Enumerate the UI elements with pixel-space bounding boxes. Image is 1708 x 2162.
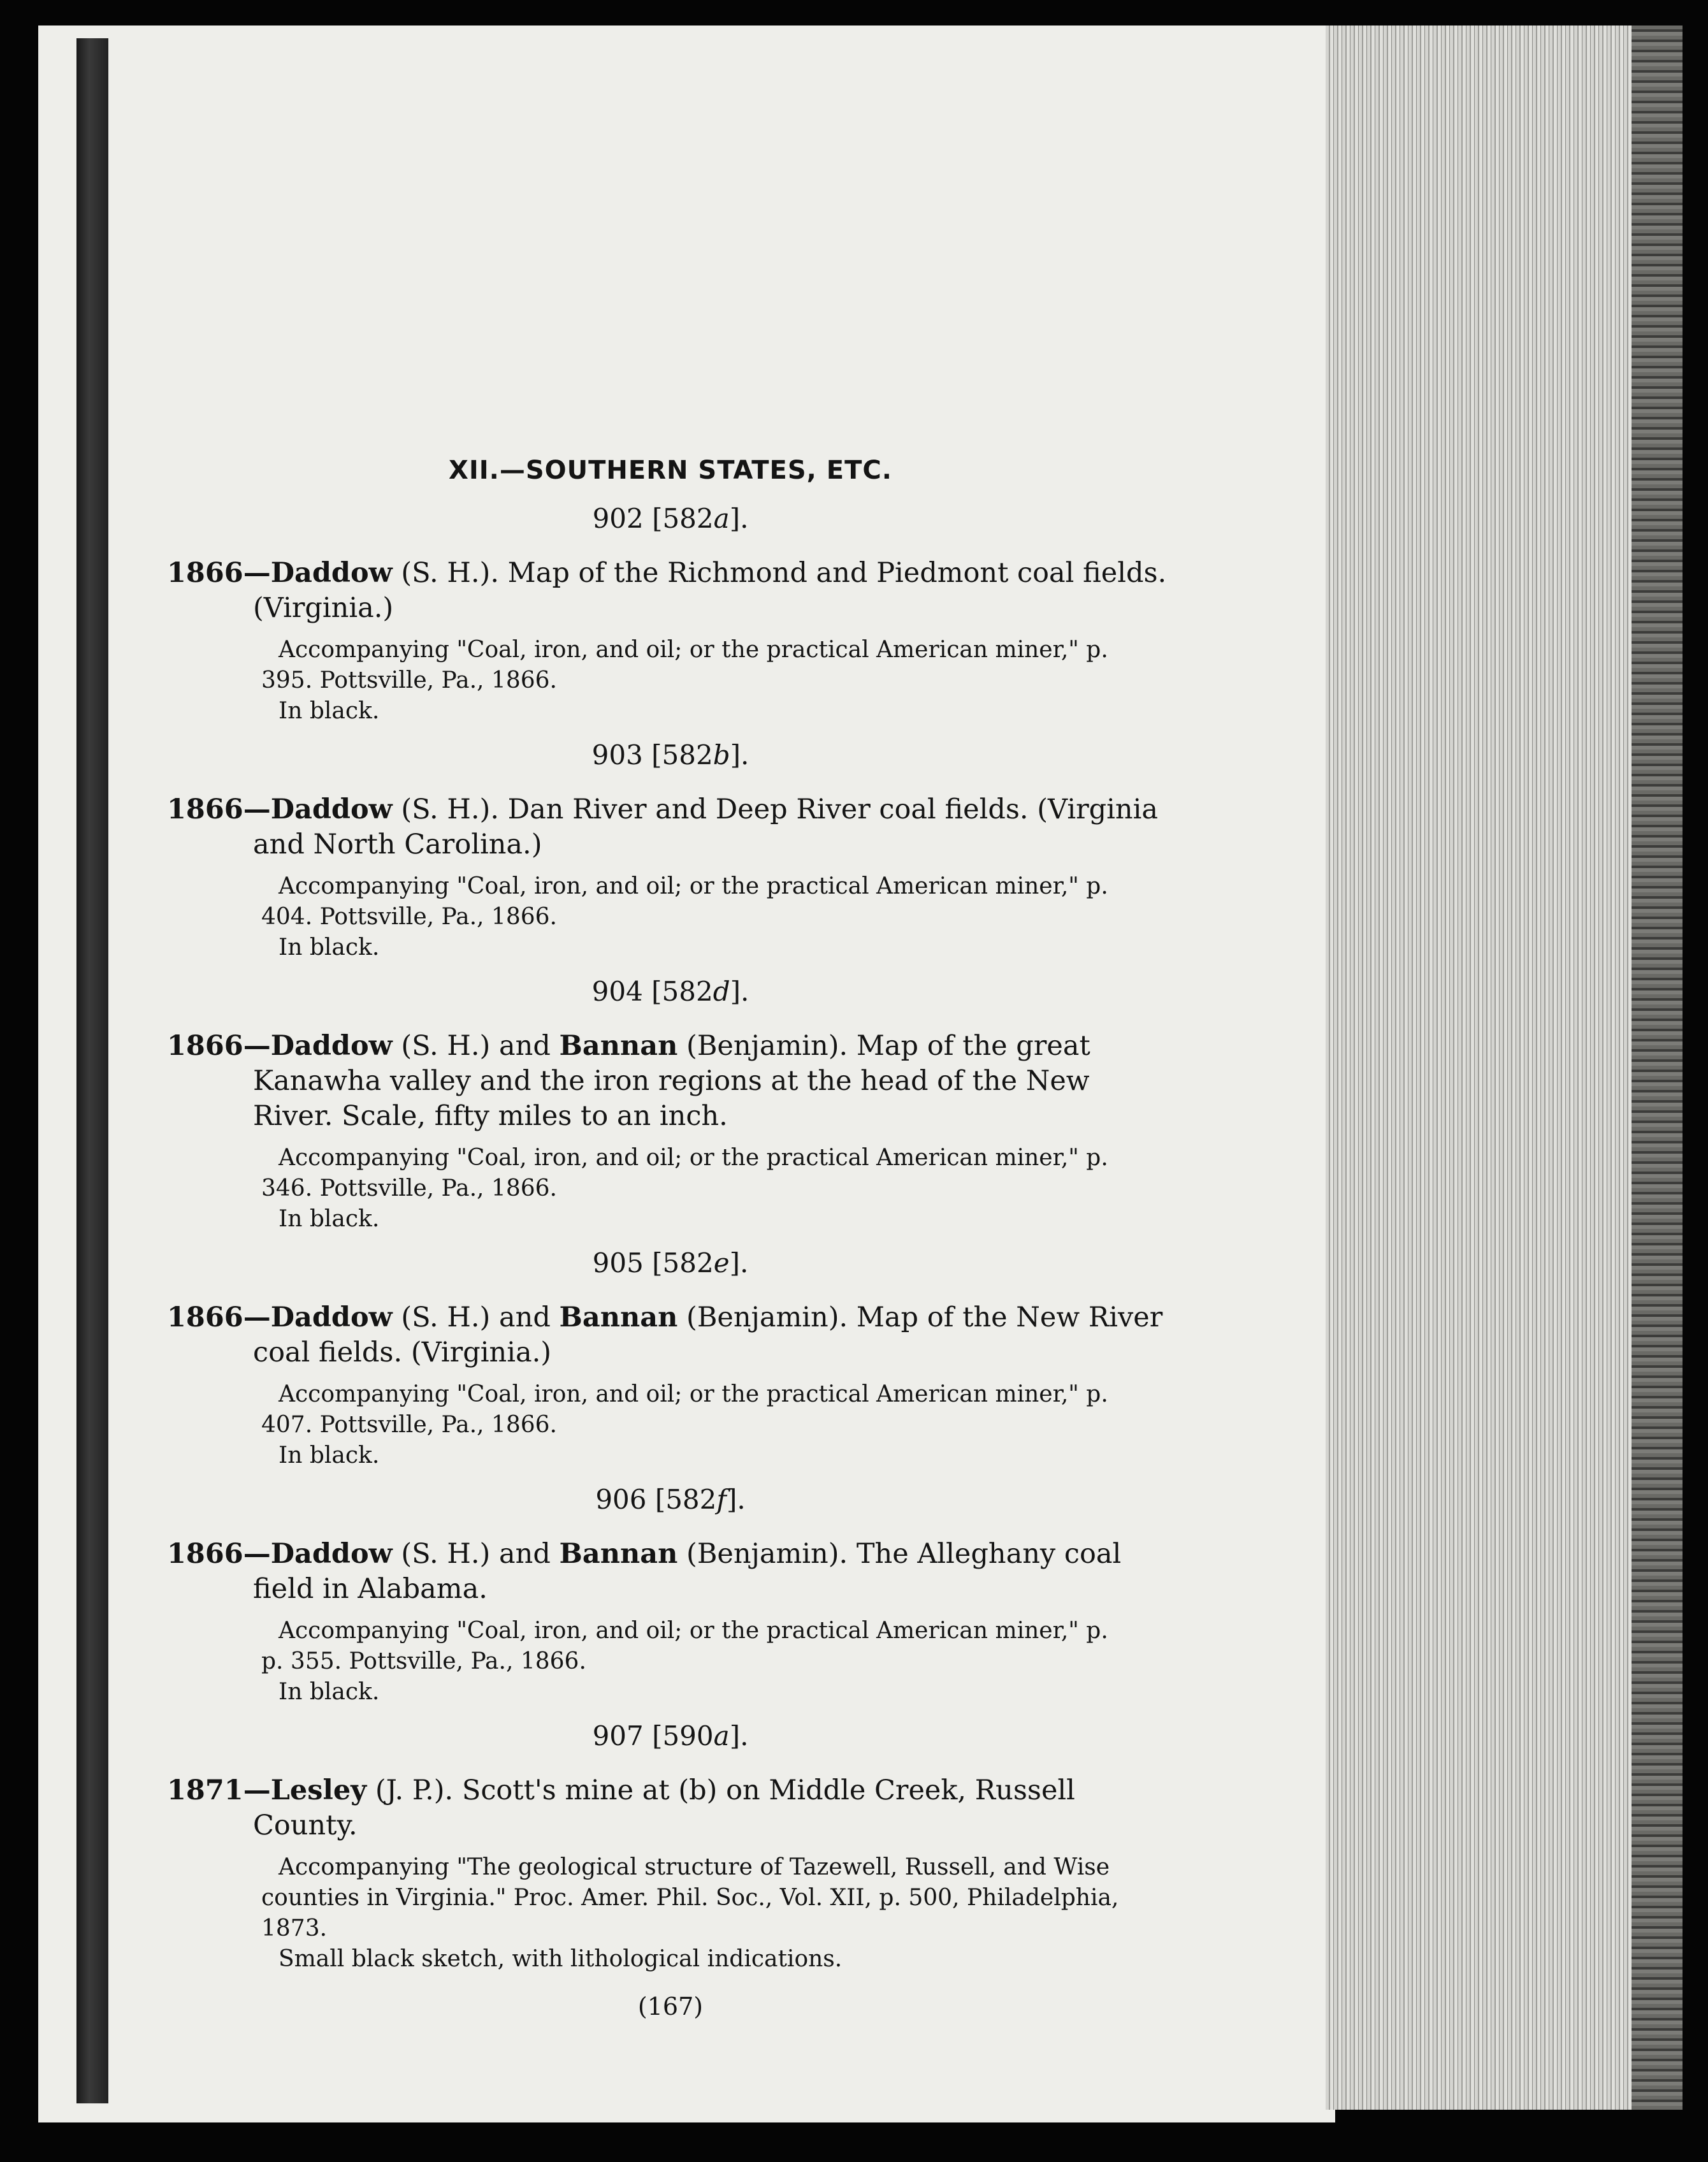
page-edges-outer: [1632, 25, 1683, 2110]
entry-number: 904 [582d].: [591, 976, 749, 1007]
page-number: (167): [637, 1992, 704, 2021]
entry-author: Daddow: [270, 1538, 393, 1570]
catalog-entry: [167, 1300, 1174, 1471]
entry-number: 905 [582e].: [592, 1247, 749, 1279]
entry-year: 1866: [167, 1538, 243, 1570]
page-edges: [1326, 25, 1683, 2110]
entry-note: Accompanying "Coal, iron, and oil; or the practical American miner," p. 407. Pottsville, Pa., 1866. In black.: [261, 1381, 1108, 1469]
entry-title: 1871—Lesley (J. P.). Scott's mine at (b) on Middle Creek, Russell County.: [167, 1774, 1075, 1841]
entry-year: 1866: [167, 1302, 243, 1333]
entry-list: [167, 503, 1174, 1975]
entry-title: 1866—Daddow (S. H.) and Bannan (Benjamin). Map of the New River coal fields. (Virginia.): [167, 1302, 1163, 1368]
entry-map-title: Map of the great Kanawha valley and the iron regions at the head of the New River. Scale, fifty miles to an inch.: [253, 1030, 1090, 1132]
entry-author: Daddow: [270, 1302, 393, 1333]
entry-coauthor: Bannan: [559, 1538, 678, 1570]
catalog-entry: [167, 1773, 1174, 1975]
entry-note: Accompanying "Coal, iron, and oil; or the practical American miner," p. 404. Pottsville, Pa., 1866. In black.: [261, 873, 1108, 961]
entry-map-title: Scott's mine at (b) on Middle Creek, Russell County.: [253, 1774, 1075, 1841]
entry-title: 1866—Daddow (S. H.) and Bannan (Benjamin). Map of the great Kanawha valley and the iron regions at the head of the New River. Scale, fifty miles to an inch.: [167, 1030, 1090, 1132]
catalog-entry: [167, 556, 1174, 727]
entry-map-title: Map of the New River coal fields. (Virginia.): [253, 1302, 1163, 1368]
catalog-entry: [167, 792, 1174, 963]
entry-map-title: The Alleghany coal field in Alabama.: [253, 1538, 1122, 1605]
entry-number: 903 [582b].: [591, 739, 749, 771]
entry-author: Daddow: [270, 1030, 393, 1062]
entry-number: 906 [582f].: [595, 1484, 746, 1515]
catalog-entry: [167, 1029, 1174, 1235]
entry-title: 1866—Daddow (S. H.) and Bannan (Benjamin). The Alleghany coal field in Alabama.: [167, 1538, 1122, 1605]
entry-note: Accompanying "The geological structure of Tazewell, Russell, and Wise counties in Virginia." Proc. Amer. Phil. Soc., Vol. XII, p. 500, Philadelphia, 1873. Small black sketch, with lithological indications.: [261, 1854, 1119, 1972]
entry-author: Lesley: [270, 1774, 367, 1806]
entry-title: 1866—Daddow (S. H.). Dan River and Deep River coal fields. (Virginia and North Carolina.): [167, 794, 1158, 860]
entry-map-title: Map of the Richmond and Piedmont coal fields. (Virginia.): [253, 557, 1167, 624]
section-heading: XII.—SOUTHERN STATES, ETC.: [449, 456, 892, 485]
book-gutter: [76, 38, 108, 2103]
entry-year: 1871: [167, 1774, 243, 1806]
catalog-entry: [167, 1537, 1174, 1708]
entry-year: 1866: [167, 794, 243, 825]
entry-number: 907 [590a].: [592, 1720, 749, 1752]
entry-author: Daddow: [270, 794, 393, 825]
entry-coauthor: Bannan: [559, 1302, 678, 1333]
entry-note: Accompanying "Coal, iron, and oil; or the practical American miner," p. 346. Pottsville, Pa., 1866. In black.: [261, 1145, 1108, 1232]
entry-note: Accompanying "Coal, iron, and oil; or the practical American miner," p. 395. Pottsville, Pa., 1866. In black.: [261, 637, 1108, 724]
page-content: [167, 456, 1174, 2021]
entry-title: 1866—Daddow (S. H.). Map of the Richmond and Piedmont coal fields. (Virginia.): [167, 557, 1167, 624]
entry-year: 1866: [167, 557, 243, 589]
entry-map-title: Dan River and Deep River coal fields. (Virginia and North Carolina.): [253, 794, 1158, 860]
entry-coauthor: Bannan: [559, 1030, 678, 1062]
entry-year: 1866: [167, 1030, 243, 1062]
entry-note: Accompanying "Coal, iron, and oil; or the practical American miner," p. p. 355. Pottsville, Pa., 1866. In black.: [261, 1618, 1108, 1705]
entry-author: Daddow: [270, 557, 393, 589]
entry-number: 902 [582a].: [592, 503, 749, 534]
